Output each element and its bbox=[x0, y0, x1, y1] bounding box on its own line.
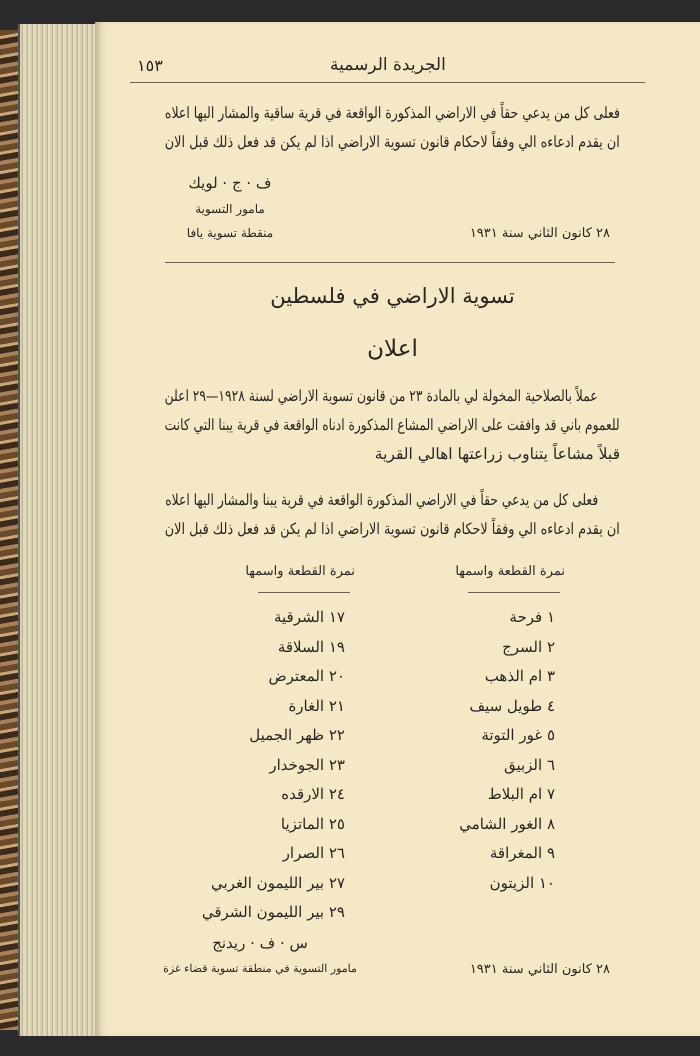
text-line bbox=[165, 411, 620, 440]
left-column-rule bbox=[258, 592, 350, 593]
left-column-header: نمرة القطعة واسمها bbox=[245, 564, 355, 579]
parcel-item: ١٩ السلاقة bbox=[277, 637, 345, 656]
text-line-content: قبلاً مشاعاً يتناوب زراعتها اهالي القرية bbox=[374, 445, 620, 463]
parcel-item: ١٠ الزيتون bbox=[489, 873, 555, 892]
text-line-content: فعلى كل من يدعي حقاً في الاراضي المذكورة الواقعة في قرية ساقية والمشار اليها اعلاه bbox=[164, 104, 620, 122]
right-column-rule bbox=[468, 592, 560, 593]
parcel-item: ٢١ الغارة bbox=[288, 696, 345, 715]
text-line bbox=[165, 128, 620, 157]
notice2-signature-title: مامور التسوية في منطقة تسوية قضاء غزة bbox=[163, 962, 357, 975]
text-line bbox=[165, 440, 620, 469]
parcel-item: ٢٤ الارقده bbox=[281, 785, 345, 803]
parcel-item: ٢٧ بير الليمون الغربي bbox=[210, 873, 345, 892]
parcel-item: ٩ المغراقة bbox=[489, 844, 555, 862]
notice2-title: تسوية الاراضي في فلسطين bbox=[270, 284, 515, 308]
notice1-signature-title: مامور التسوية bbox=[195, 202, 265, 216]
parcel-item: ٨ الغور الشامي bbox=[459, 814, 555, 833]
text-line-content: ان يقدم ادعاءه الي وفقاً لاحكام قانون تسوية الاراضي اذا لم يكن قد فعل ذلك قبل الان bbox=[165, 520, 620, 538]
parcel-item: ٢ السرج bbox=[502, 637, 555, 656]
parcel-item: ٢٣ الجوخدار bbox=[269, 755, 345, 774]
right-parcel-list bbox=[459, 603, 555, 898]
book-cover-marbled-edge bbox=[0, 30, 20, 1030]
parcel-item: ٢٢ ظهر الجميل bbox=[249, 726, 345, 744]
parcel-item: ٢٦ الصرار bbox=[282, 844, 345, 862]
parcel-item: ١٧ الشرقية bbox=[273, 608, 345, 626]
parcel-item: ٢٩ بير الليمون الشرقي bbox=[201, 903, 345, 921]
text-line bbox=[165, 486, 620, 515]
left-parcel-list bbox=[202, 603, 345, 928]
notice2-paragraph-2 bbox=[165, 486, 620, 544]
notice1-signature-area: منقطة تسوية يافا bbox=[186, 226, 274, 240]
text-line bbox=[165, 382, 620, 411]
gazette-title: الجريدة الرسمية bbox=[330, 55, 446, 75]
notice2-signature-name: س · ف · ريدنج bbox=[212, 934, 308, 952]
parcel-item: ٦ الزبيق bbox=[503, 755, 555, 774]
page-number: ١٥٣ bbox=[137, 56, 163, 75]
parcel-item: ١ فرحة bbox=[509, 608, 555, 626]
header-rule bbox=[130, 82, 645, 83]
notice2-heading: اعلان bbox=[367, 336, 418, 362]
right-column-header: نمرة القطعة واسمها bbox=[455, 564, 565, 579]
notice1-signature-name: ف · ج · لويك bbox=[188, 174, 272, 192]
text-line-content: فعلى كل من يدعي حقاً في الاراضي المذكورة الواقعة في قرية يبنا والمشار اليها اعلاه bbox=[165, 491, 598, 509]
parcel-item: ٤ طويل سيف bbox=[469, 696, 555, 715]
text-line-content: عملاً بالصلاحية المخولة لي بالمادة ٢٣ من قانون تسوية الاراضي لسنة ١٩٢٨—٢٩ اعلن bbox=[165, 387, 598, 405]
section-divider bbox=[165, 262, 615, 263]
parcel-item: ٣ ام الذهب bbox=[484, 667, 555, 685]
notice2-paragraph-1 bbox=[165, 382, 620, 469]
text-line-content: ان يقدم ادعاءه الي وفقاً لاحكام قانون تسوية الاراضي اذا لم يكن قد فعل ذلك قبل الان bbox=[165, 133, 620, 151]
notice1-date: ٢٨ كانون الثاني سنة ١٩٣١ bbox=[469, 226, 610, 241]
notice1-paragraph bbox=[165, 99, 620, 157]
parcel-item: ٢٠ المعترض bbox=[268, 667, 345, 685]
parcel-item: ٥ غور التوتة bbox=[481, 726, 555, 744]
parcel-item: ٢٥ الماتزيا bbox=[280, 814, 345, 833]
text-line bbox=[165, 515, 620, 544]
parcel-item: ٧ ام البلاط bbox=[487, 785, 555, 803]
notice2-date: ٢٨ كانون الثاني سنة ١٩٣١ bbox=[469, 962, 610, 977]
text-line bbox=[165, 99, 620, 128]
text-line-content: للعموم باني قد وافقت على الاراضي المشاع المذكورة ادناه الواقعة في قرية يبنا التي كانت bbox=[165, 416, 620, 434]
